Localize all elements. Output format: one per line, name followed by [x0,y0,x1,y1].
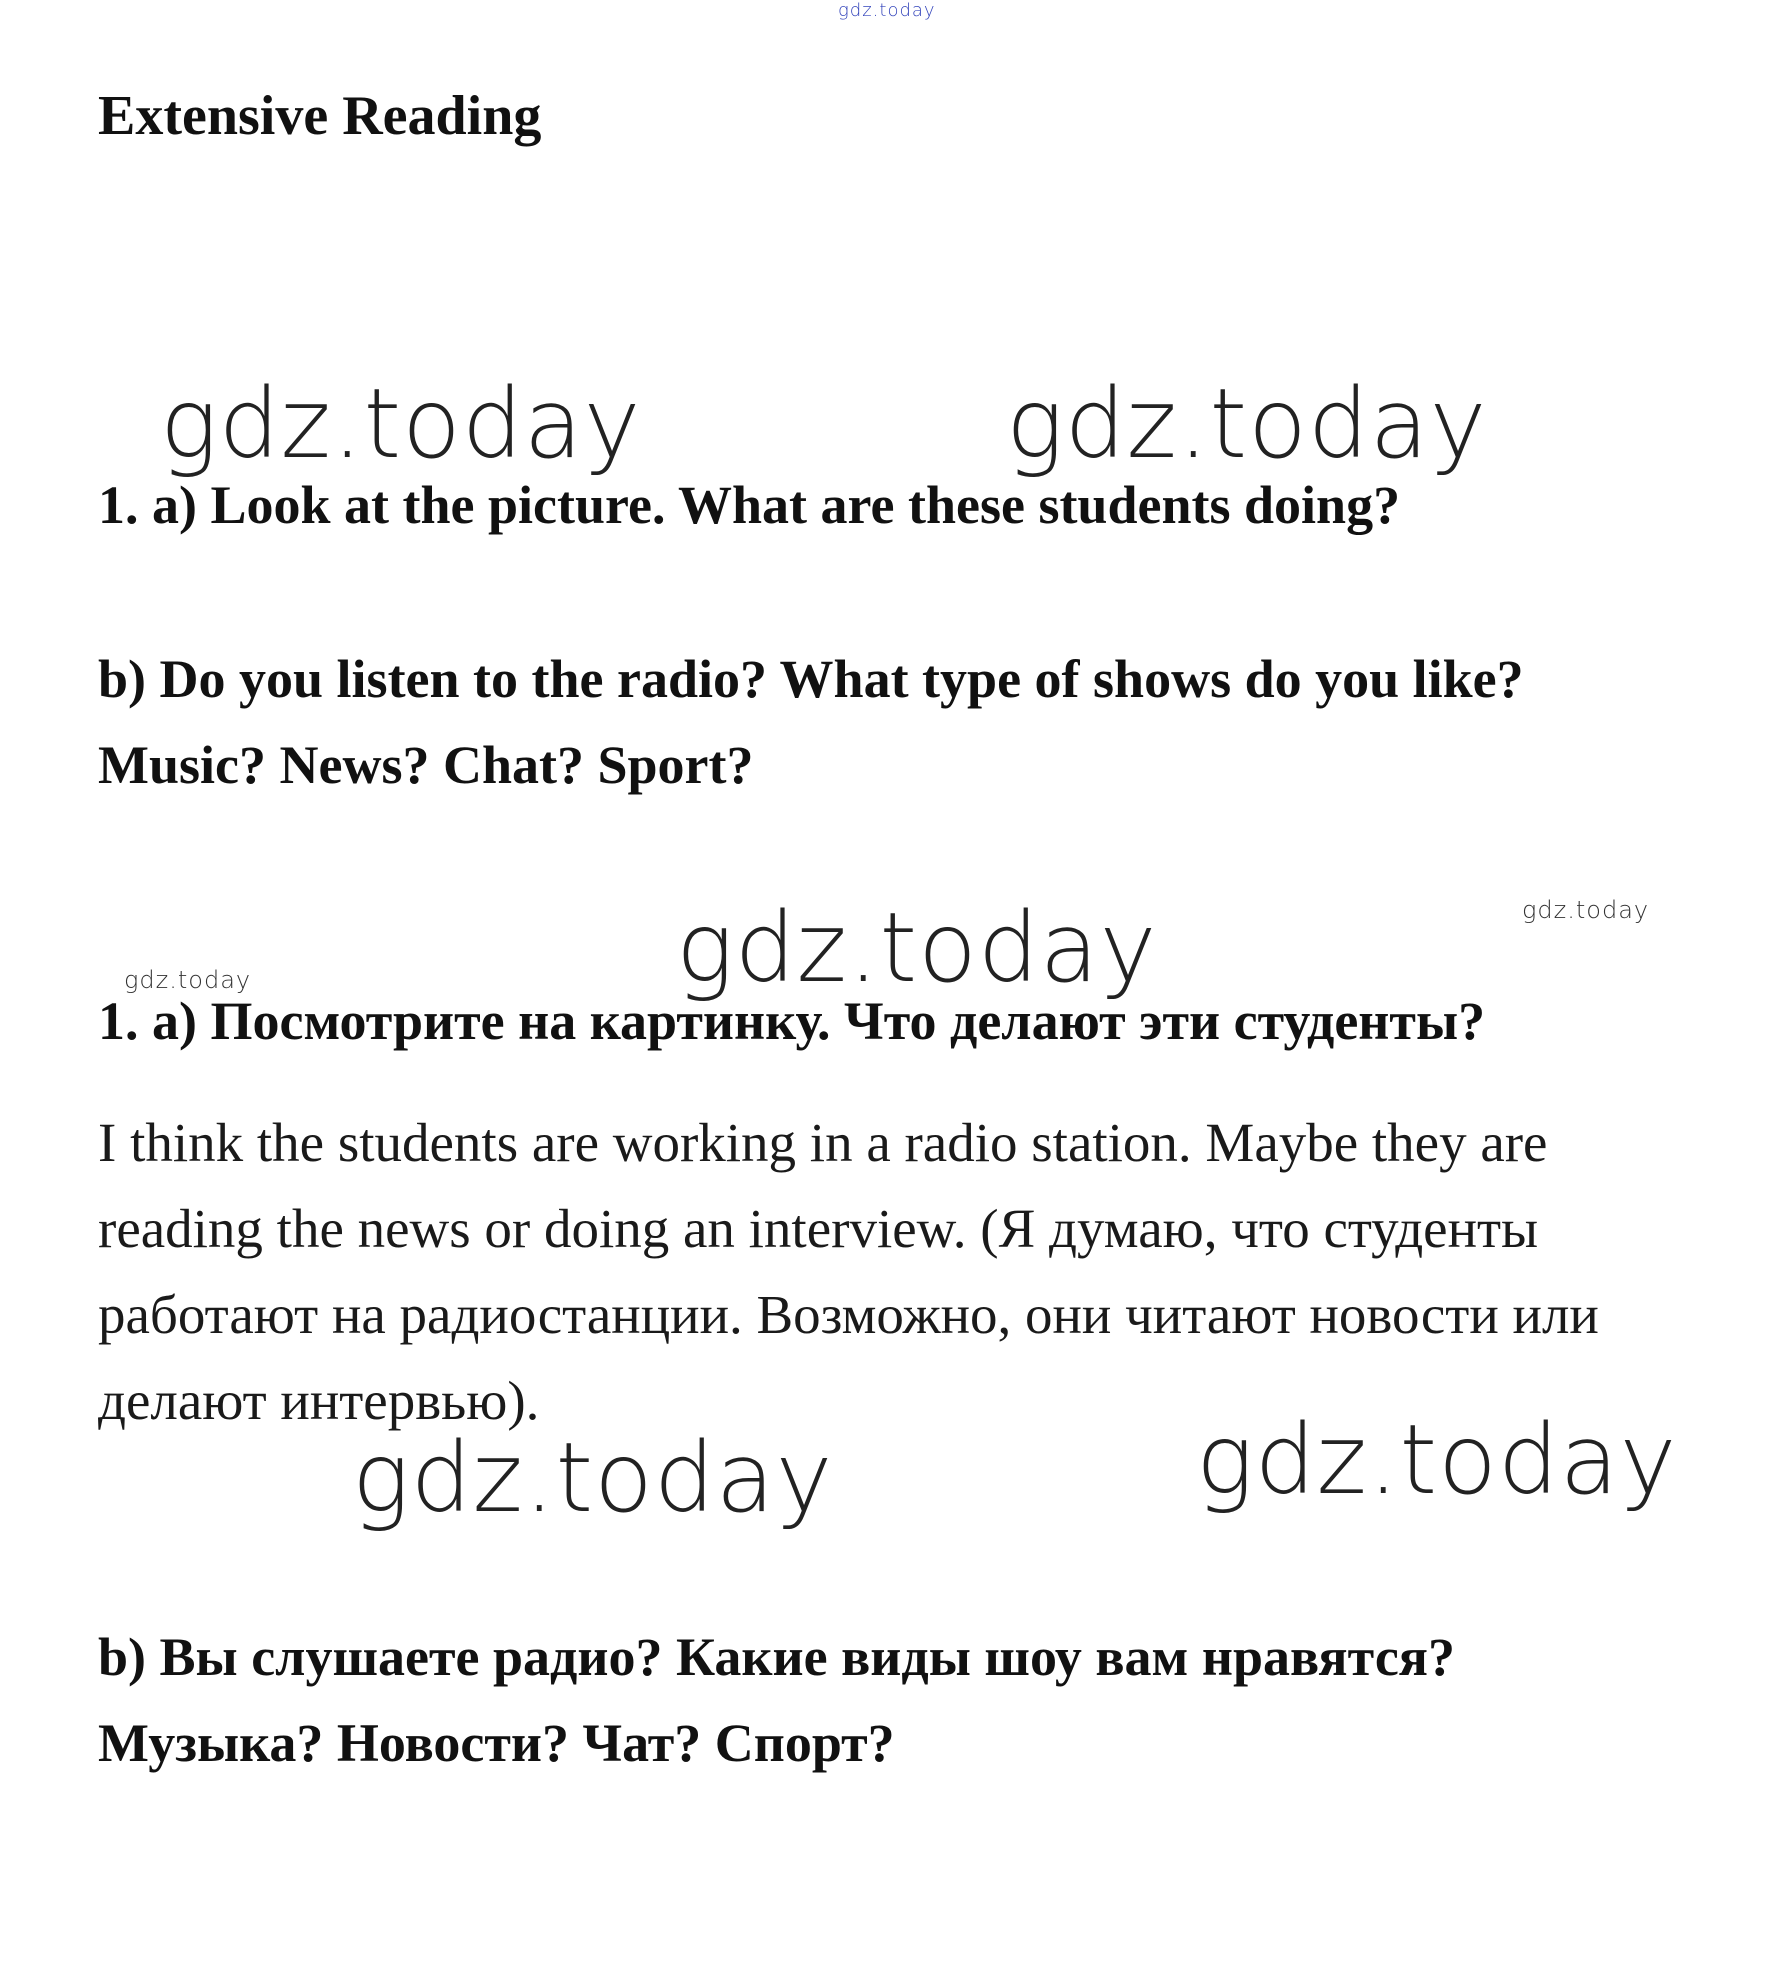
watermark: gdz.today [676,892,1158,1004]
question-1b-ru-line: Музыка? Новости? Чат? Спорт? [98,1713,895,1773]
watermark: gdz.today [1006,368,1488,480]
question-1a-en [98,462,1698,548]
watermark: gdz.today [352,1422,834,1534]
answer-line: I think the students are working in a radio station. Maybe they are [98,1112,1548,1173]
watermark: gdz.today [160,368,642,480]
question-1b-en [98,636,1698,808]
question-1a-ru-text: 1. a) Посмотрите на картинку. Что делают эти студенты? [98,991,1486,1051]
question-1b-en-line: Music? News? Chat? Sport? [98,735,754,795]
watermark: gdz.today [1522,896,1650,924]
question-1a-en-text: 1. a) Look at the picture. What are these students doing? [98,475,1401,535]
page-title: Extensive Reading [98,85,542,147]
question-1b-ru-line: b) Вы слушаете радио? Какие виды шоу вам нравятся? [98,1627,1456,1687]
watermark: gdz.today [1196,1404,1678,1516]
question-1b-en-line: b) Do you listen to the radio? What type of shows do you like? [98,649,1524,709]
watermark-top: gdz.today [838,0,936,21]
watermark: gdz.today [124,966,252,994]
answer-line: работают на радиостанции. Возможно, они читают новости или [98,1284,1599,1345]
question-1a-ru [98,978,1698,1064]
answer-paragraph [98,1100,1718,1444]
answer-line: reading the news or doing an interview. (Я думаю, что студенты [98,1198,1539,1259]
answer-line: делают интервью). [98,1370,540,1431]
question-1b-ru [98,1614,1698,1786]
